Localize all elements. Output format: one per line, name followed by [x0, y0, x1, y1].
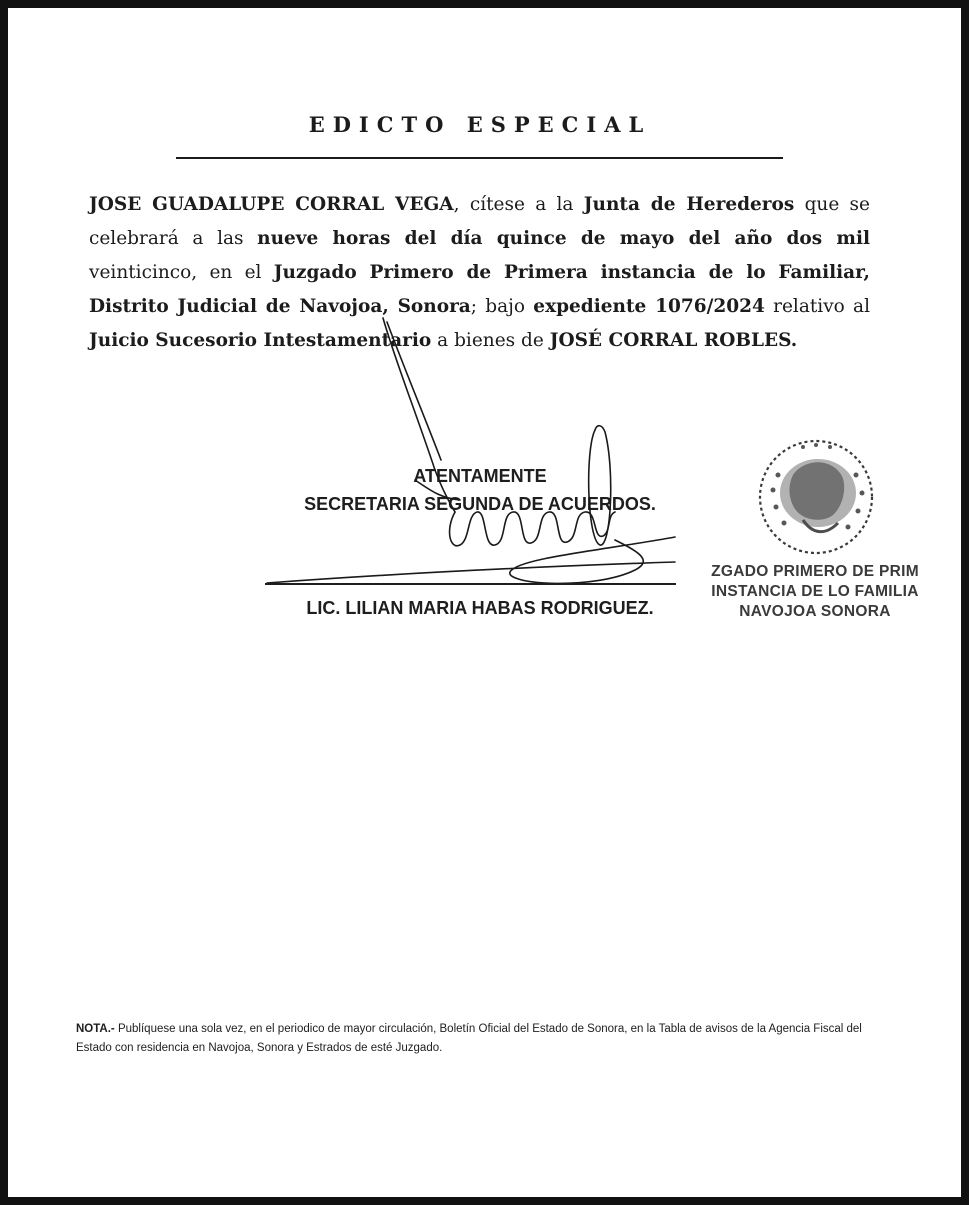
- case-number: expediente 1076/2024: [533, 296, 765, 317]
- junta-herederos: Junta de Herederos: [583, 194, 795, 215]
- document-title: EDICTO ESPECIAL: [308, 112, 652, 137]
- closing-atentamente: ATENTAMENTE: [413, 466, 547, 486]
- nota-text: Publíquese una sola vez, en el periodico de mayor circulación, Boletín Oficial del Estado de Sonora, en la Tabla de avisos de la Agencia Fiscal del Estado con residencia en Navojoa, Sonora y Estrados de esté Juzgado.: [76, 1023, 862, 1054]
- stamp-line-3: NAVOJOA SONORA: [739, 603, 891, 620]
- stamp-line-2: INSTANCIA DE LO FAMILIA: [711, 583, 919, 600]
- hearing-date: nueve horas del día quince de mayo del año dos mil: [257, 228, 870, 249]
- summoned-name: JOSE GUADALUPE CORRAL VEGA: [89, 194, 454, 215]
- court-seal-emblem: [748, 435, 888, 560]
- nota-label: NOTA.-: [76, 1023, 115, 1035]
- body-text-2: que se celebrará a las: [89, 194, 871, 249]
- edict-body: [89, 188, 870, 358]
- body-text-1: , cítese a la: [453, 194, 584, 215]
- estate-of: JOSÉ CORRAL ROBLES.: [549, 330, 798, 351]
- body-text-4: ; bajo: [470, 296, 534, 317]
- trial-type: Juicio Sucesorio Intestamentario: [89, 330, 432, 351]
- signer-position: SECRETARIA SEGUNDA DE ACUERDOS.: [304, 494, 656, 514]
- court-name: Juzgado Primero de Primera instancia de lo Familiar, Distrito Judicial de Navojoa, Sonora: [89, 262, 870, 317]
- title-underline: [176, 157, 783, 159]
- body-text-5: relativo al: [764, 296, 870, 317]
- body-text-3: veinticinco, en el: [89, 262, 274, 283]
- signature-line: [265, 583, 676, 585]
- stamp-line-1: ZGADO PRIMERO DE PRIM: [711, 563, 919, 580]
- signer-name: LIC. LILIAN MARIA HABAS RODRIGUEZ.: [306, 598, 654, 618]
- body-text-6: a bienes de: [431, 330, 550, 351]
- court-stamp-text: [690, 562, 940, 622]
- publication-note: [76, 1020, 891, 1058]
